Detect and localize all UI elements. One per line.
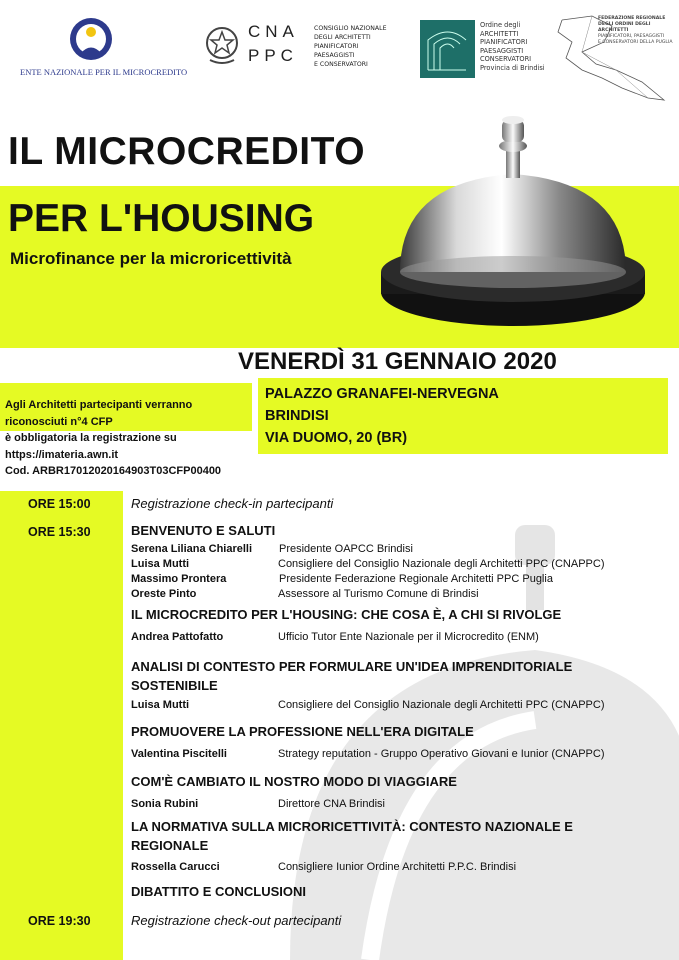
enm-emblem-icon <box>68 16 114 62</box>
speaker-role: Assessore al Turismo Comune di Brindisi <box>278 588 479 600</box>
federazione-text: FEDERAZIONE REGIONALE DEGLI ORDINI DEGLI ARCHITETTI PIANIFICATORI, PAESAGGISTI E CONSERVATORI DELLA PUGLIA <box>598 16 673 45</box>
speaker-name: Serena Liliana Chiarelli <box>131 543 253 555</box>
cna-text: CNA <box>248 22 299 41</box>
speaker-name: Massimo Prontera <box>131 573 227 585</box>
speaker-role: Direttore CNA Brindisi <box>278 798 385 810</box>
welcome-title: BENVENUTO E SALUTI <box>131 523 276 538</box>
ordine-brindisi-text: Ordine degli ARCHITETTI PIANIFICATORI PAESAGGISTI CONSERVATORI Provincia di Brindisi <box>480 21 545 72</box>
venue-name: PALAZZO GRANAFEI-NERVEGNA <box>265 386 499 402</box>
speaker-role: Consigliere Iunior Ordine Architetti P.P.C. Brindisi <box>278 861 517 873</box>
session-title: ANALISI DI CONTESTO PER FORMULARE UN'IDEA IMPRENDITORIALE SOSTENIBILE <box>131 659 573 693</box>
cfp-line: riconosciuti n°4 CFP <box>5 415 113 428</box>
venue-city: BRINDISI <box>265 408 329 424</box>
time-1930: ORE 19:30 <box>28 914 91 928</box>
speaker-name: Oreste Pinto <box>131 588 197 600</box>
event-date: VENERDÌ 31 GENNAIO 2020 <box>238 348 557 375</box>
time-1530: ORE 15:30 <box>28 525 91 539</box>
session-title: LA NORMATIVA SULLA MICRORICETTIVITÀ: CONTESTO NAZIONALE E REGIONALE <box>131 819 573 853</box>
logo-bar <box>0 0 679 100</box>
speaker-name: Rossella Carucci <box>131 861 220 873</box>
cnappc-description: CONSIGLIO NAZIONALE DEGLI ARCHITETTI PIANIFICATORI PAESAGGISTI E CONSERVATORI <box>314 25 387 68</box>
checkout-item: Registrazione check-out partecipanti <box>131 913 342 928</box>
speaker-role: Strategy reputation - Gruppo Operativo Giovani e Iunior (CNAPPC) <box>278 748 605 760</box>
title-line-1: IL MICROCREDITO <box>8 130 366 173</box>
session-title: PROMUOVERE LA PROFESSIONE NELL'ERA DIGITALE <box>131 724 474 739</box>
federazione-puglia-logo <box>552 12 676 104</box>
cfp-code: Cod. ARBR17012020164903T03CFP00400 <box>5 465 222 477</box>
closing-title: DIBATTITO E CONCLUSIONI <box>131 884 307 899</box>
session-title: COM'È CAMBIATO IL NOSTRO MODO DI VIAGGIARE <box>131 774 457 789</box>
registration-link[interactable]: https://imateria.awn.it <box>5 448 119 461</box>
speaker-role: Presidente OAPCC Brindisi <box>279 543 413 555</box>
session-title: IL MICROCREDITO PER L'HOUSING: CHE COSA È, A CHI SI RIVOLGE <box>131 607 562 622</box>
time-1500: ORE 15:00 <box>28 497 91 511</box>
speaker-role: Ufficio Tutor Ente Nazionale per il Microcredito (ENM) <box>278 631 539 643</box>
speaker-role: Consigliere del Consiglio Nazionale degli Architetti PPC (CNAPPC) <box>278 558 605 570</box>
venue-box <box>258 378 668 454</box>
checkin-item: Registrazione check-in partecipanti <box>131 496 334 511</box>
speaker-name: Andrea Pattofatto <box>131 631 224 643</box>
venue-address: VIA DUOMO, 20 (BR) <box>265 430 408 446</box>
speaker-role: Consigliere del Consiglio Nazionale degli Architetti PPC (CNAPPC) <box>278 699 605 711</box>
service-bell-image <box>378 112 648 342</box>
speaker-role: Presidente Federazione Regionale Architetti PPC Puglia <box>279 573 553 585</box>
enm-caption: ENTE NAZIONALE PER IL MICROCREDITO <box>20 67 188 77</box>
title-line-2: PER L'HOUSING <box>8 197 315 240</box>
speaker-name: Luisa Mutti <box>131 558 190 570</box>
ordine-brindisi-logo <box>420 20 550 80</box>
time-column <box>0 491 123 960</box>
ordine-brindisi-emblem-icon <box>420 20 475 78</box>
italian-republic-emblem-icon <box>204 24 240 66</box>
speaker-name: Sonia Rubini <box>131 798 199 810</box>
cfp-line: Agli Architetti partecipanti verranno <box>5 399 193 411</box>
cnappc-logo <box>204 22 404 72</box>
speaker-name: Luisa Mutti <box>131 699 190 711</box>
subtitle: Microfinance per la microricettività <box>10 249 292 268</box>
ppc-text: PPC <box>248 46 298 65</box>
cfp-info <box>5 397 267 480</box>
cfp-line: è obbligatoria la registrazione su <box>5 432 177 444</box>
speaker-name: Valentina Piscitelli <box>131 748 227 760</box>
